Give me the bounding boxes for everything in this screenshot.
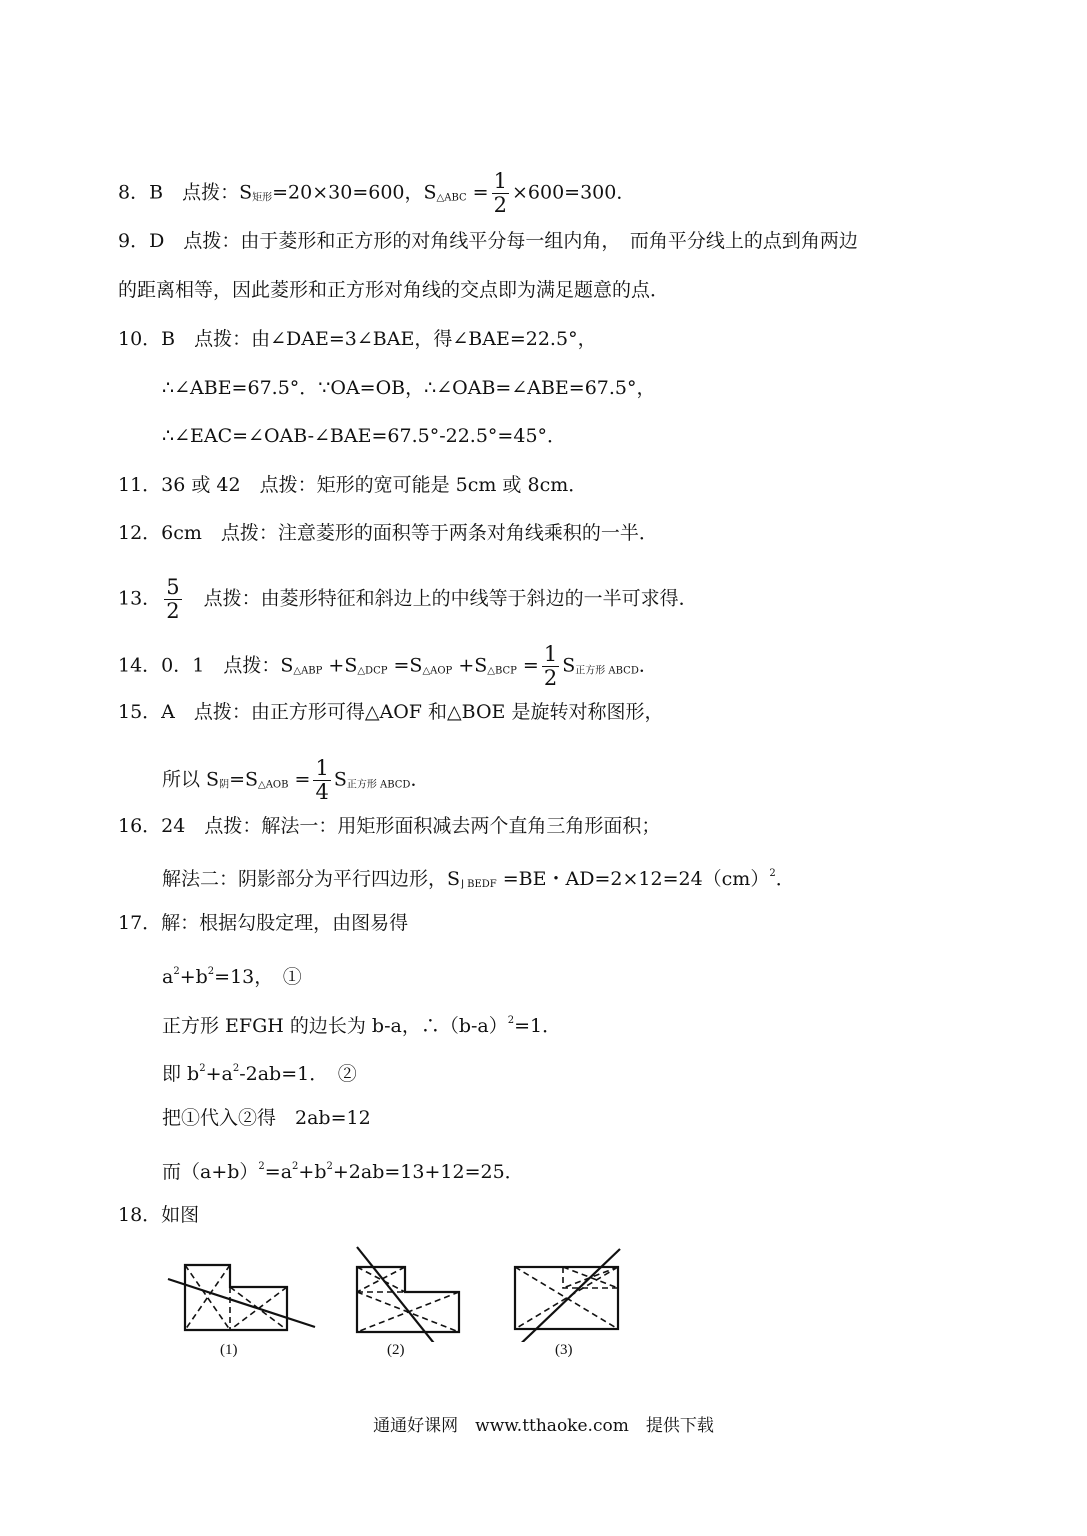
- answer-18-title: 18．如图: [118, 1204, 200, 1226]
- answer-9-line-2: 的距离相等，因此菱形和正方形对角线的交点即为满足题意的点．: [118, 279, 670, 301]
- answer-17-line-3: 正方形 EFGH 的边长为 b-a，$\therefore(b-a)^2=1$．: [162, 1015, 562, 1037]
- figure-3: [510, 1249, 620, 1342]
- figure-2: [357, 1247, 459, 1342]
- answer-15-line-1: 15．A 点拨：由正方形可得△AOF 和△BOE 是旋转对称图形，: [118, 701, 664, 723]
- answer-9-line-1: 9．D 点拨：由于菱形和正方形的对角线平分每一组内角， 而角平分线上的点到角两边: [118, 230, 858, 252]
- answer-10-line-3: ∴∠EAC=∠OAB-∠BAE=67.5°-22.5°=45°．: [162, 425, 567, 447]
- figure-2-caption: (2): [387, 1342, 405, 1358]
- fraction: $\frac{5}{2}$: [166, 575, 180, 623]
- answer-11: 11．36 或 42 点拨：矩形的宽可能是 5cm 或 8cm．: [118, 474, 588, 496]
- answer-12: 12．6cm 点拨：注意菱形的面积等于两条对角线乘积的一半．: [118, 522, 658, 544]
- figure-1: [168, 1265, 315, 1330]
- answer-10-line-2: ∴∠ABE=67.5°．∵OA=OB，∴∠OAB=∠ABE=67.5°，: [162, 377, 656, 399]
- answer-17-line-4: 即 $b^2+a^2-2ab=1$． ②: [162, 1063, 357, 1085]
- answer-17-line-5: 把①代入②得 2ab=12: [162, 1107, 371, 1129]
- answer-10-line-1: 10．B 点拨：由∠DAE=3∠BAE，得∠BAE=22.5°，: [118, 328, 597, 350]
- answer-17-line-2: $a^2+b^2=13$， ①: [162, 966, 302, 988]
- answer-16-line-2: 解法二：阴影部分为平行四边形，$S_{⌋ BEDF} =BE$・AD=2×12=24（cm）$^2$．: [162, 868, 795, 890]
- answer-17-line-6: 而$(a+b)^2=a^2+b^2+2ab=13+12=25$．: [162, 1161, 524, 1183]
- page-footer: 通通好课网 www.tthaoke.com 提供下载: [373, 1416, 714, 1436]
- fraction: $\frac{1}{4}$: [315, 756, 329, 804]
- answer-16-line-1: 16．24 点拨：解法一：用矩形面积减去两个直角三角形面积；: [118, 815, 661, 837]
- figure-1-caption: (1): [220, 1342, 238, 1358]
- fraction: $\frac{1}{2}$: [493, 169, 507, 217]
- answer-13: 13． $\frac{5}{2}$ 点拨：由菱形特征和斜边上的中线等于斜边的一半可求得．: [118, 575, 698, 623]
- answer-8: 8．B 点拨：$S_{矩形}=20\times 30=600$，$S_{\triangle ABC}$ = $\frac{1}{2}$ ×600=300．: [118, 169, 636, 217]
- answer-15-line-2: 所以 $S_阴=S_{\triangle AOB}$ = $\frac{1}{4}$ $S_{正方形 ABCD}$．: [162, 756, 430, 804]
- fraction: $\frac{1}{2}$: [543, 642, 558, 690]
- figure-3-caption: (3): [555, 1342, 573, 1358]
- answer-17-line-1: 17．解：根据勾股定理，由图易得: [118, 912, 409, 934]
- answer-18-figures: [165, 1242, 635, 1342]
- answer-14: 14．0．1 点拨：$S_{\triangle ABP} +S_{\triangle DCP} =S_{\triangle AOP} +S_{\triangle BCP}$ = $\frac{1}{2}$ $S_{正方形 ABCD}$．: [118, 642, 658, 690]
